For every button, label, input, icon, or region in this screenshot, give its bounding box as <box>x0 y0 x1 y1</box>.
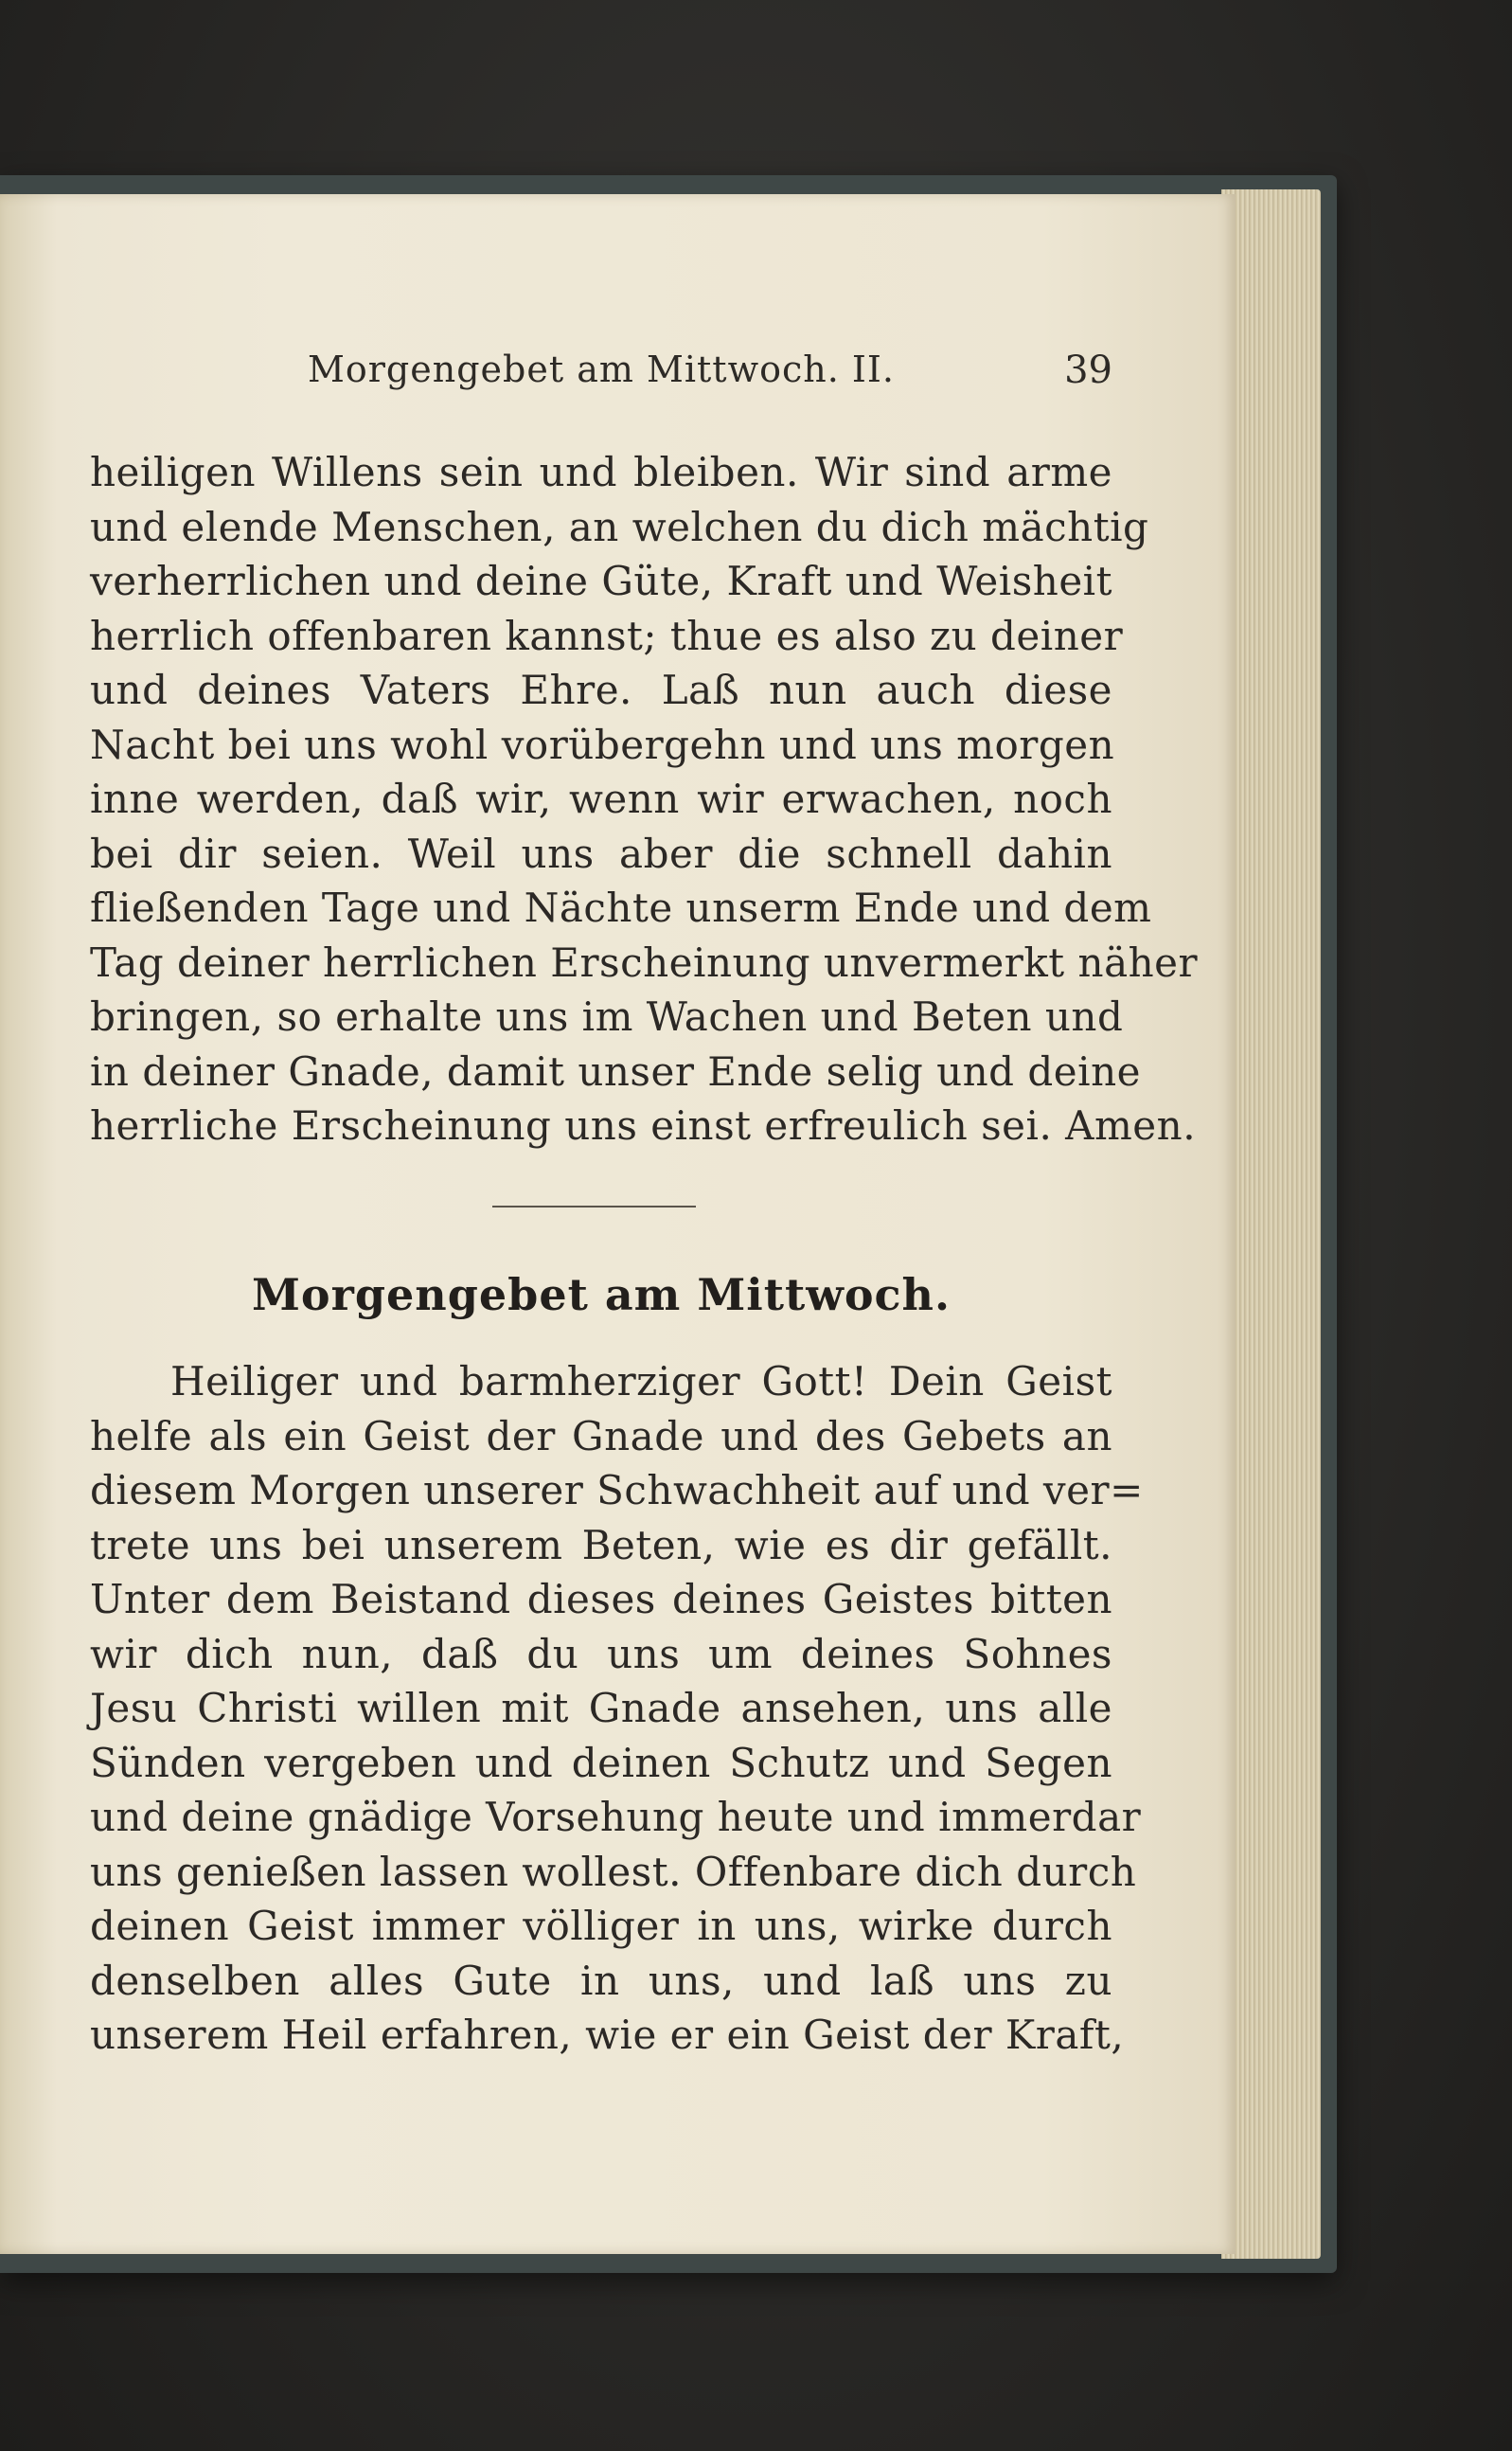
text-line: und deines Vaters Ehre. Laß nun auch diese <box>90 667 1112 713</box>
text-line: trete uns bei unserem Beten, wie es dir gefällt. <box>90 1521 1112 1568</box>
text-line: herrliche Erscheinung uns einst erfreulich sei. Amen. <box>90 1102 1197 1149</box>
paragraph-continued <box>90 445 1199 1154</box>
text-line: und deine gnädige Vorsehung heute und immerdar <box>90 1794 1142 1840</box>
text-line: denselben alles Gute in uns, und laß uns zu <box>90 1957 1112 2004</box>
text-line: Heiliger und barmherziger Gott! Dein Geist <box>170 1358 1112 1404</box>
section-heading: Morgengebet am Mittwoch. <box>252 1269 951 1320</box>
prayer-paragraph <box>90 1354 1144 2063</box>
text-line: heiligen Willens sein und bleiben. Wir sind arme <box>90 449 1112 495</box>
text-line: bei dir seien. Weil uns aber die schnell dahin <box>90 830 1112 877</box>
running-header <box>90 349 1112 396</box>
text-line: herrlich offenbaren kannst; thue es also zu deiner <box>90 612 1124 659</box>
text-line: Jesu Christi willen mit Gnade ansehen, uns alle <box>90 1685 1112 1731</box>
text-line: Tag deiner herrlichen Erscheinung unvermerkt näher <box>90 939 1199 986</box>
text-line: inne werden, daß wir, wenn wir erwachen, noch <box>90 776 1112 822</box>
text-line: deinen Geist immer völliger in uns, wirke durch <box>90 1903 1112 1949</box>
text-line: helfe als ein Geist der Gnade und des Gebets an <box>90 1412 1112 1459</box>
text-line: und elende Menschen, an welchen du dich mächtig <box>90 503 1149 550</box>
text-line: verherrlichen und deine Güte, Kraft und Weisheit <box>90 558 1112 604</box>
text-line: Nacht bei uns wohl vorübergehn und uns morgen <box>90 721 1115 768</box>
text-line: fließenden Tage und Nächte unserm Ende und dem <box>90 885 1152 931</box>
text-line: unserem Heil erfahren, wie er ein Geist der Kraft, <box>90 2012 1125 2058</box>
text-line: wir dich nun, daß du uns um deines Sohnes <box>90 1630 1112 1677</box>
text-line: in deiner Gnade, damit unser Ende selig und deine <box>90 1047 1141 1095</box>
running-header-title: Morgengebet am Mittwoch. II. <box>307 349 895 390</box>
text-line: bringen, so erhalte uns im Wachen und Beten und <box>90 993 1124 1040</box>
page-number: 39 <box>1064 349 1112 392</box>
text-line: Sünden vergeben und deinen Schutz und Segen <box>90 1739 1112 1786</box>
text-line: Unter dem Beistand dieses deines Geistes bitten <box>90 1576 1112 1622</box>
page-edges <box>1221 189 1321 2259</box>
text-line: diesem Morgen unserer Schwachheit auf und ver= <box>90 1467 1144 1513</box>
text-line: uns genießen lassen wollest. Offenbare dich durch <box>90 1848 1137 1895</box>
section-divider <box>492 1206 696 1208</box>
